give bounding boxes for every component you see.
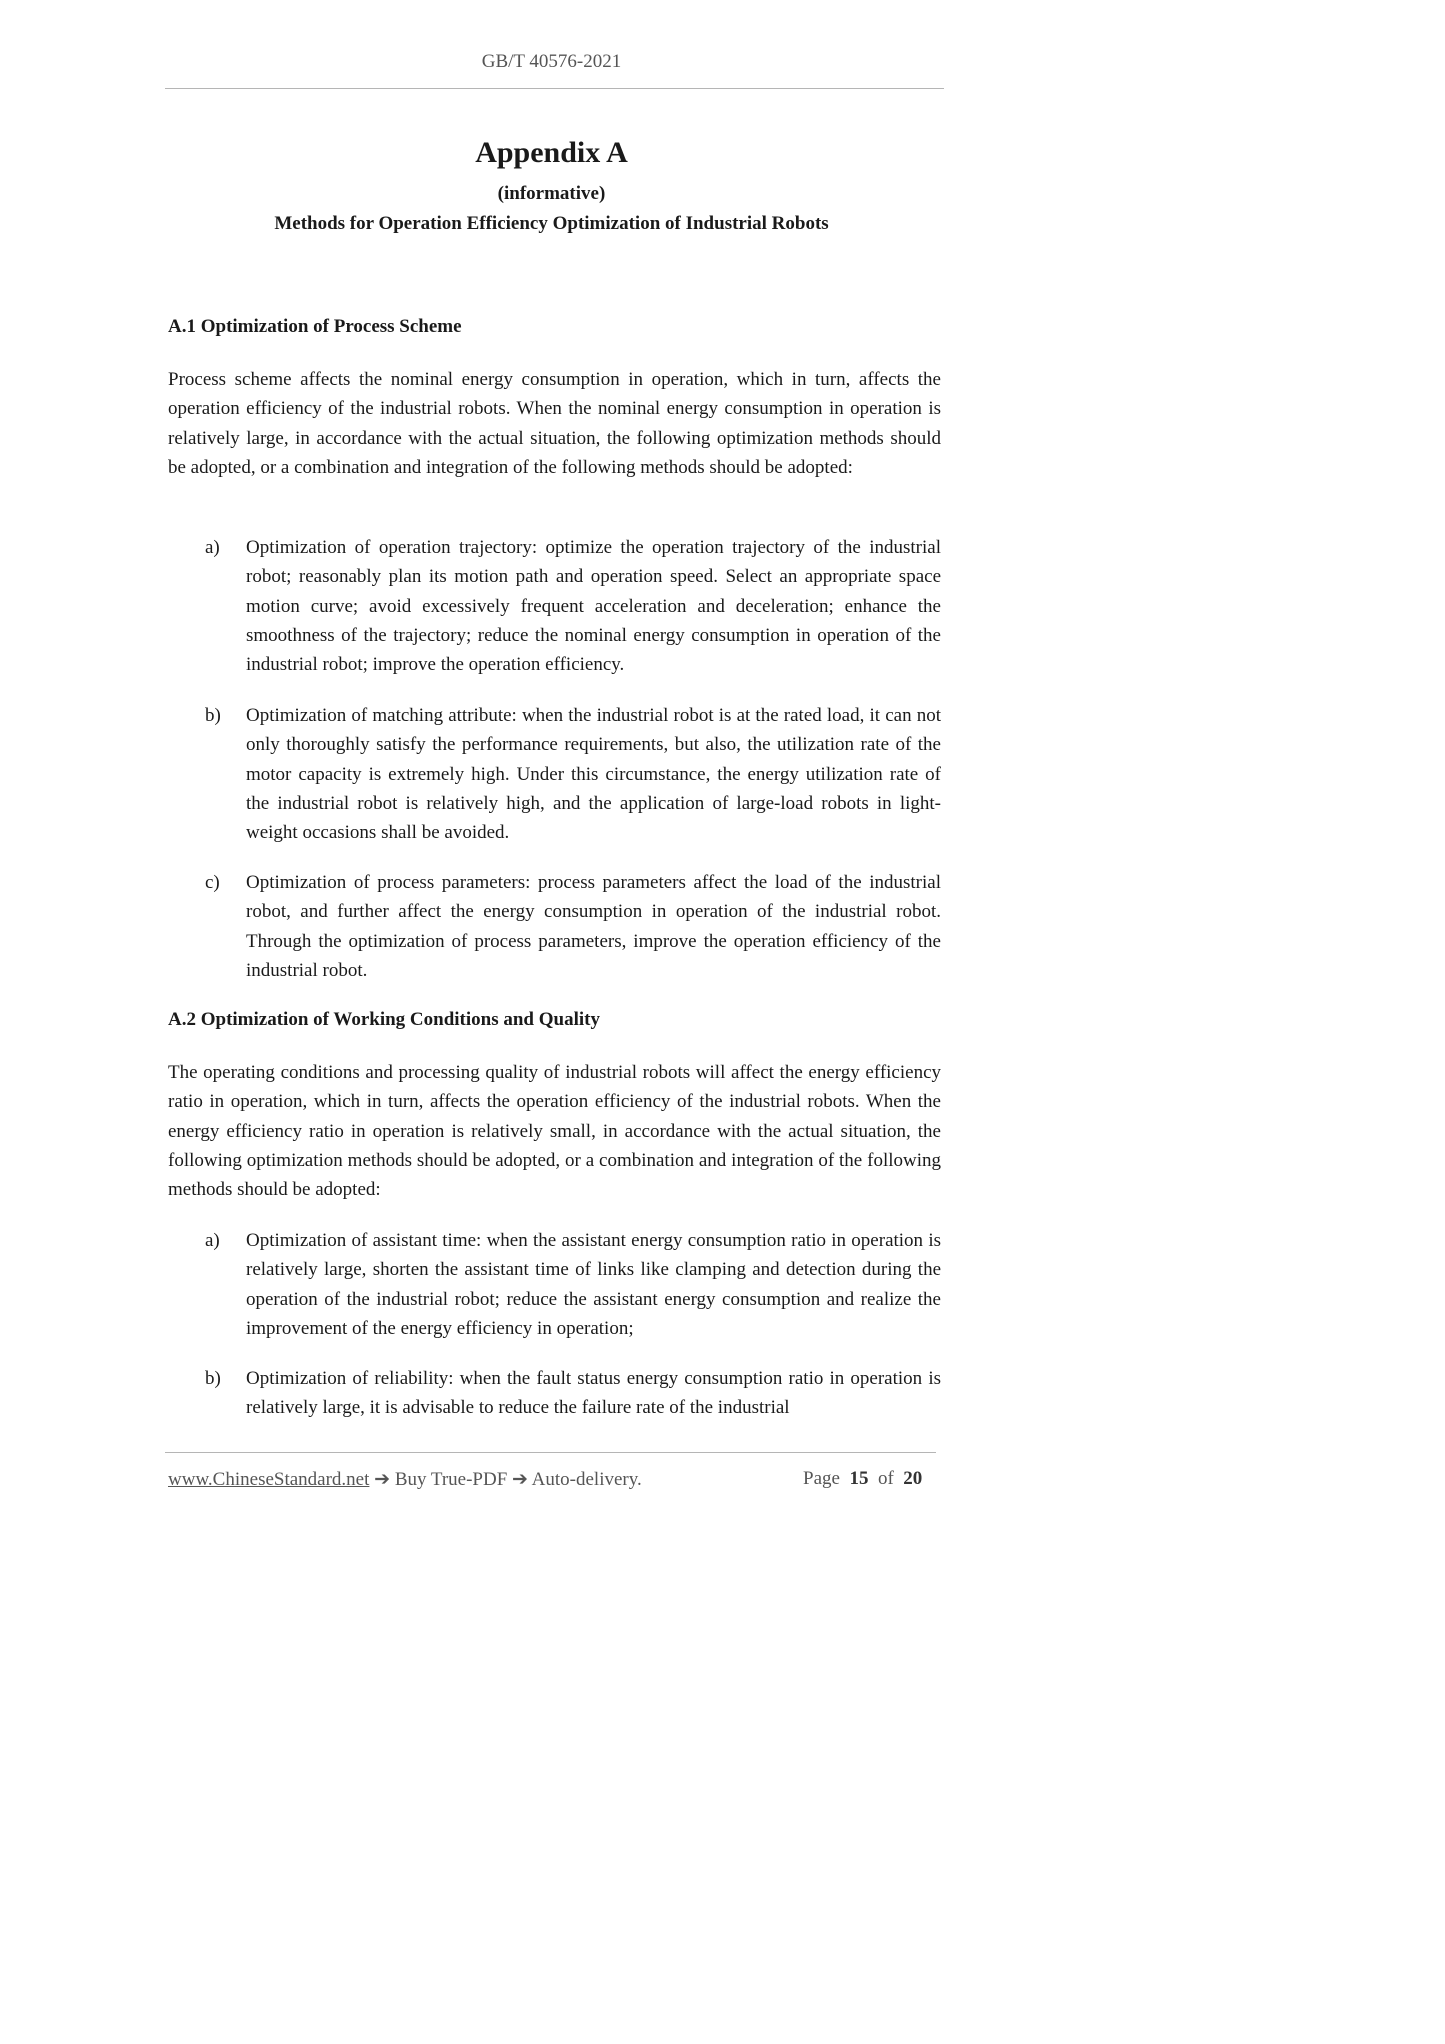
footer-divider [165,1452,936,1453]
list-item [205,868,941,985]
section-heading-a2: A.2 Optimization of Working Conditions and Quality [168,1009,600,1030]
section-a2-intro: The operating conditions and processing quality of industrial robots will affect the energy efficiency ratio in operation, which in turn, affects the operation efficiency of the industrial robots. When the energy efficiency ratio in operation is relatively small, in accordance with the actual situation, the following optimization methods should be adopted, or a combination and integration of the following methods should be adopted: [168,1062,941,1201]
list-item-text: Optimization of process parameters: process parameters affect the load of the industrial robot, and further affect the energy consumption in operation of the industrial robot. Through the optimization of process parameters, improve the operation efficiency of the industrial robot. [246,872,941,981]
page-total: 20 [903,1468,923,1489]
list-marker: a) [205,1230,220,1251]
section-heading-a1: A.1 Optimization of Process Scheme [168,316,462,337]
list-item-text: Optimization of reliability: when the fault status energy consumption ratio in operation is relatively large, it is advisable to reduce the failure rate of the industrial [246,1368,941,1419]
list-marker: b) [205,705,221,726]
arrow-icon: ➔ [374,1469,391,1490]
list-item [205,1226,941,1343]
arrow-icon: ➔ [512,1469,528,1490]
of-word: of [877,1468,894,1489]
appendix-topic: Methods for Operation Efficiency Optimization of Industrial Robots [274,213,829,234]
header-divider [165,88,944,89]
page-indicator [803,1468,922,1490]
website-link[interactable]: www.ChineseStandard.net [168,1469,370,1490]
list-marker: b) [205,1368,221,1389]
document-code-header: GB/T 40576-2021 [481,51,622,72]
list-item [205,701,941,847]
footer-delivery-text: Auto-delivery. [531,1469,642,1490]
page-number: 15 [849,1468,869,1489]
list-item-text: Optimization of operation trajectory: optimize the operation trajectory of the industrial robot; reasonably plan its motion path and operation speed. Select an appropriate space motion curve; avoid excessively frequent acceleration and deceleration; enhance the smoothness of the trajectory; reduce the nominal energy consumption in operation of the industrial robot; improve the operation efficiency. [246,537,941,676]
page-word: Page [803,1468,840,1489]
appendix-title: Appendix A [475,136,628,169]
list-item [205,1364,941,1423]
list-marker: c) [205,872,220,893]
list-marker: a) [205,537,220,558]
section-a1-intro: Process scheme affects the nominal energy consumption in operation, which in turn, affects the operation efficiency of the industrial robots. When the nominal energy consumption in operation is relatively large, in accordance with the actual situation, the following optimization methods should be adopted, or a combination and integration of the following methods should be adopted: [168,369,941,478]
list-item-text: Optimization of assistant time: when the assistant energy consumption ratio in operation is relatively large, shorten the assistant time of links like clamping and detection during the operation of the industrial robot; reduce the assistant energy consumption and realize the improvement of the energy efficiency in operation; [246,1230,941,1339]
footer-buy-text: Buy True-PDF [394,1469,508,1490]
list-item-text: Optimization of matching attribute: when the industrial robot is at the rated load, it can not only thoroughly satisfy the performance requirements, but also, the utilization rate of the motor capacity is extremely high. Under this circumstance, the energy utilization rate of the industrial robot is relatively high, and the application of large-load robots in light-weight occasions shall be avoided. [246,705,941,844]
list-item [205,533,941,679]
appendix-subtitle: (informative) [497,183,606,204]
footer-promo [168,1468,642,1491]
